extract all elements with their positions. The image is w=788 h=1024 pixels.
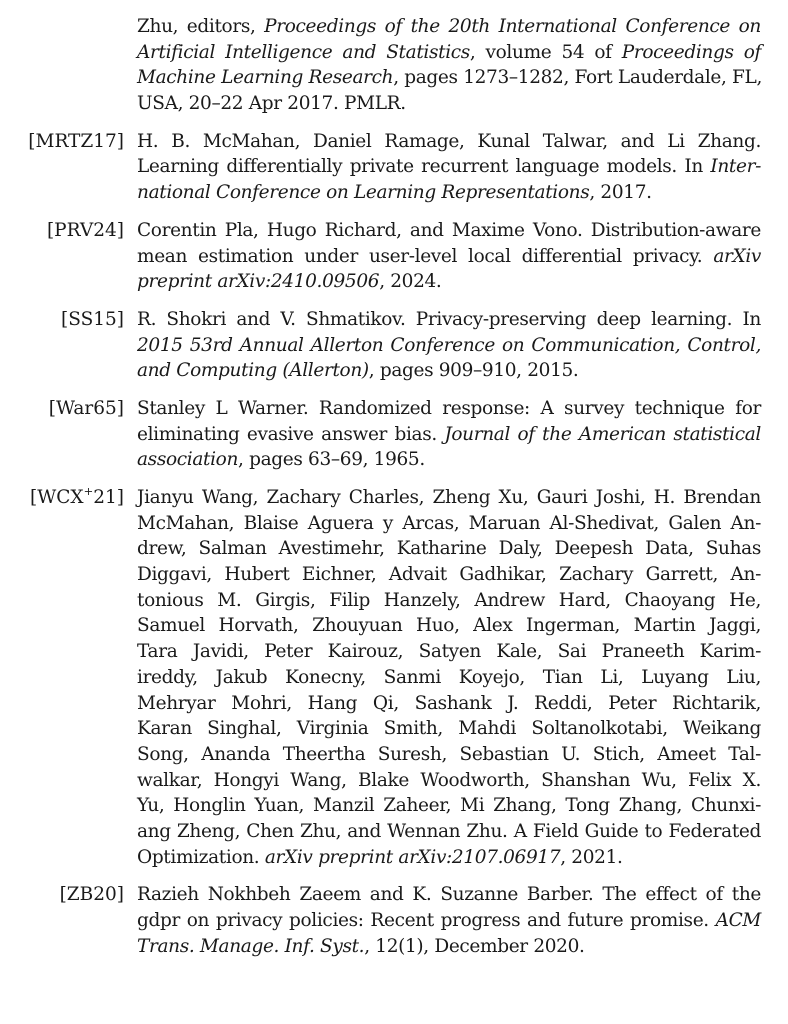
reference-text <box>137 129 761 206</box>
reference-text <box>137 307 761 384</box>
reference-line <box>137 819 761 845</box>
reference-entry <box>0 14 788 117</box>
reference-line <box>137 180 761 206</box>
reference-segment: eliminating evasive answer bias. <box>137 423 445 445</box>
reference-segment: , pages 909–910, 2015. <box>368 360 579 382</box>
reference-italic-segment: national Conference on Learning Representations <box>137 182 590 204</box>
reference-segment: walkar, Hongyi Wang, Blake Woodworth, Shanshan Wu, Felix X. <box>137 769 761 791</box>
reference-text <box>137 14 761 117</box>
reference-entry <box>0 396 788 473</box>
reference-entry <box>0 307 788 384</box>
reference-segment: , 2024. <box>379 271 442 293</box>
reference-key-superscript: + <box>83 483 94 498</box>
reference-segment: McMahan, Blaise Aguera y Arcas, Maruan Al-Shedivat, Galen An- <box>137 512 761 534</box>
reference-segment: Yu, Honglin Yuan, Manzil Zaheer, Mi Zhang, Tong Zhang, Chunxi- <box>137 795 761 817</box>
reference-segment: Karan Singhal, Virginia Smith, Mahdi Soltanolkotabi, Weikang <box>137 718 761 740</box>
reference-italic-segment: Proceedings of the 20th International Conference on <box>264 16 761 37</box>
reference-key-text: [ZB20] <box>59 884 124 906</box>
reference-line <box>137 307 761 333</box>
reference-segment: Stanley L Warner. Randomized response: A survey technique for <box>137 397 761 419</box>
reference-text <box>137 882 761 959</box>
reference-line <box>137 358 761 384</box>
reference-segment: Optimization. <box>137 846 265 868</box>
reference-line <box>137 40 761 66</box>
reference-segment: , 2017. <box>589 182 652 204</box>
reference-segment: tonious M. Girgis, Filip Hanzely, Andrew Hard, Chaoyang He, <box>137 589 761 611</box>
reference-line <box>137 588 761 614</box>
reference-line <box>137 845 761 871</box>
reference-text <box>137 485 761 870</box>
reference-segment: Zhu, editors, <box>137 16 265 37</box>
reference-key-text: [PRV24] <box>46 219 124 241</box>
reference-italic-segment: Machine Learning Research <box>137 67 394 89</box>
reference-line <box>137 511 761 537</box>
reference-key-suffix: 21] <box>93 487 124 508</box>
reference-segment: Song, Ananda Theertha Suresh, Sebastian U. Stich, Ameet Tal- <box>137 743 761 765</box>
reference-text <box>137 396 761 473</box>
reference-line <box>137 485 761 511</box>
reference-segment: Samuel Horvath, Zhouyuan Huo, Alex Ingerman, Martin Jaggi, <box>137 615 761 637</box>
reference-entry <box>0 882 788 959</box>
reference-key-text: [SS15] <box>61 308 124 330</box>
reference-italic-segment: 2015 53rd Annual Allerton Conference on Communication, Control, <box>137 334 761 356</box>
reference-key <box>28 129 124 155</box>
reference-line <box>137 129 761 155</box>
reference-segment: Razieh Nokhbeh Zaeem and K. Suzanne Barber. The effect of the <box>137 884 761 906</box>
reference-segment: gdpr on privacy policies: Recent progress and future promise. <box>137 910 716 931</box>
reference-italic-segment: Journal of the American statistical <box>444 423 761 445</box>
reference-line <box>137 793 761 819</box>
reference-line <box>137 691 761 717</box>
reference-text <box>137 218 761 295</box>
reference-segment: Corentin Pla, Hugo Richard, and Maxime Vono. Distribution-aware <box>137 219 761 241</box>
reference-segment: Learning differentially private recurrent language models. In <box>137 156 711 178</box>
reference-key <box>47 218 124 244</box>
reference-segment: drew, Salman Avestimehr, Katharine Daly, Deepesh Data, Suhas <box>137 538 761 560</box>
reference-line <box>137 269 761 295</box>
reference-italic-segment: association <box>137 449 239 471</box>
reference-line <box>137 422 761 448</box>
reference-segment: mean estimation under user-level local differential privacy. <box>137 245 714 267</box>
reference-italic-segment: arXiv preprint arXiv:2107.06917 <box>264 846 561 868</box>
reference-line <box>137 562 761 588</box>
reference-line <box>137 244 761 270</box>
reference-line <box>137 14 761 40</box>
reference-segment: Jianyu Wang, Zachary Charles, Zheng Xu, Gauri Joshi, H. Brendan <box>137 487 761 508</box>
reference-line <box>137 536 761 562</box>
reference-line <box>137 934 761 960</box>
reference-segment: , 2021. <box>560 846 623 868</box>
reference-italic-segment: ACM <box>715 910 761 931</box>
reference-key <box>61 307 124 333</box>
reference-segment: ang Zheng, Chen Zhu, and Wennan Zhu. A Field Guide to Federated <box>137 820 761 842</box>
reference-entry <box>0 218 788 295</box>
reference-key <box>60 882 124 908</box>
reference-key-text: [WCX <box>30 487 84 508</box>
reference-line <box>137 218 761 244</box>
reference-line <box>137 716 761 742</box>
reference-segment: ireddy, Jakub Konecny, Sanmi Koyejo, Tian Li, Luyang Liu, <box>137 666 761 688</box>
reference-line <box>137 742 761 768</box>
reference-line <box>137 396 761 422</box>
reference-italic-segment: Trans. Manage. Inf. Syst. <box>137 935 365 957</box>
reference-line <box>137 154 761 180</box>
reference-key <box>49 396 124 422</box>
reference-line <box>137 447 761 473</box>
reference-key-text: [War65] <box>48 397 124 419</box>
reference-line <box>137 908 761 934</box>
reference-segment: , pages 1273–1282, Fort Lauderdale, FL, <box>393 67 763 89</box>
reference-segment: , 12(1), December 2020. <box>364 935 585 957</box>
reference-italic-segment: Artificial Intelligence and Statistics <box>137 41 470 63</box>
reference-segment: Mehryar Mohri, Hang Qi, Sashank J. Reddi, Peter Richtarik, <box>137 692 761 714</box>
reference-line <box>137 333 761 359</box>
reference-italic-segment: arXiv <box>713 245 761 267</box>
reference-italic-segment: Proceedings of <box>621 41 761 63</box>
reference-segment: Tara Javidi, Peter Kairouz, Satyen Kale, Sai Praneeth Karim- <box>137 641 761 663</box>
reference-line <box>137 639 761 665</box>
reference-entry <box>0 485 788 870</box>
reference-key-text: [MRTZ17] <box>28 130 124 152</box>
reference-segment: H. B. McMahan, Daniel Ramage, Kunal Talwar, and Li Zhang. <box>137 130 761 152</box>
reference-segment: R. Shokri and V. Shmatikov. Privacy-preserving deep learning. In <box>137 308 761 330</box>
reference-line <box>137 91 761 117</box>
reference-line <box>137 65 761 91</box>
reference-italic-segment: and Computing (Allerton) <box>137 360 369 382</box>
reference-entry <box>0 129 788 206</box>
reference-line <box>137 768 761 794</box>
reference-line <box>137 882 761 908</box>
bibliography <box>0 14 788 971</box>
reference-segment: Diggavi, Hubert Eichner, Advait Gadhikar, Zachary Garrett, An- <box>137 564 761 586</box>
reference-key <box>30 485 124 511</box>
reference-italic-segment: Inter- <box>710 156 761 178</box>
reference-segment: , pages 63–69, 1965. <box>238 449 425 471</box>
reference-line <box>137 665 761 691</box>
reference-line <box>137 613 761 639</box>
reference-segment: , volume 54 of <box>469 41 622 63</box>
reference-italic-segment: preprint arXiv:2410.09506 <box>137 271 380 293</box>
reference-segment: USA, 20–22 Apr 2017. PMLR. <box>137 93 406 115</box>
